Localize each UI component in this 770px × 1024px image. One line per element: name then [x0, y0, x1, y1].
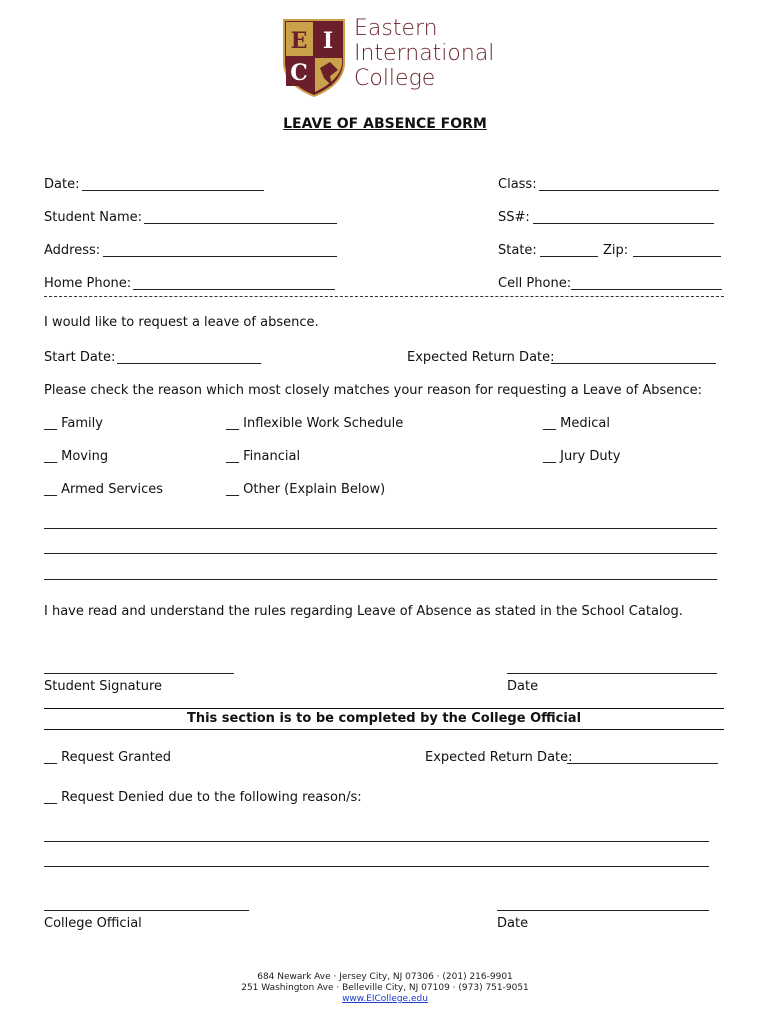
- date-label: Date:: [44, 177, 80, 192]
- request-granted-option[interactable]: __ Request Granted: [44, 750, 172, 765]
- reason-jury-duty[interactable]: __ Jury Duty: [543, 449, 621, 464]
- shield-crest-icon: [282, 18, 346, 98]
- start-date-label: Start Date:: [44, 350, 116, 365]
- reason-financial[interactable]: __ Financial: [226, 449, 301, 464]
- college-logo: [282, 16, 495, 98]
- footer: [0, 972, 770, 1005]
- denial-reason-line-2[interactable]: [44, 866, 709, 867]
- footer-address-2: 251 Washington Ave · Belleville City, NJ 07109 · (973) 751-9051: [241, 983, 529, 993]
- student-date-label: Date: [507, 679, 539, 694]
- state-field[interactable]: [540, 256, 598, 257]
- home-phone-field[interactable]: [133, 289, 335, 290]
- zip-field[interactable]: [633, 256, 721, 257]
- home-phone-label: Home Phone:: [44, 276, 132, 291]
- reason-medical[interactable]: __ Medical: [543, 416, 610, 431]
- ssn-field[interactable]: [533, 223, 714, 224]
- official-date-label: Date: [497, 916, 529, 931]
- logo-letter-c: C: [290, 60, 308, 86]
- college-name-line-3: College: [354, 66, 436, 91]
- start-date-field[interactable]: [117, 363, 261, 364]
- official-date-field[interactable]: [497, 910, 709, 911]
- request-intro: I would like to request a leave of absence.: [44, 315, 319, 330]
- explanation-line-1[interactable]: [44, 528, 717, 529]
- section-divider: [44, 296, 724, 297]
- reason-inflexible-work-schedule[interactable]: __ Inflexible Work Schedule: [226, 416, 404, 431]
- class-label: Class:: [498, 177, 537, 192]
- college-name-line-2: International: [354, 41, 495, 66]
- college-name: [354, 16, 494, 91]
- cell-phone-field[interactable]: [571, 289, 722, 290]
- reason-other[interactable]: __ Other (Explain Below): [226, 482, 386, 497]
- footer-address-1: 684 Newark Ave · Jersey City, NJ 07306 · (201) 216-9901: [257, 972, 513, 982]
- logo-letter-e: E: [290, 28, 308, 54]
- address-label: Address:: [44, 243, 101, 258]
- explanation-line-3[interactable]: [44, 579, 717, 580]
- date-field[interactable]: [82, 190, 264, 191]
- student-signature-label: Student Signature: [44, 679, 163, 694]
- official-expected-return-label: Expected Return Date:: [425, 750, 573, 765]
- college-official-signature-field[interactable]: [44, 910, 249, 911]
- ssn-label: SS#:: [498, 210, 530, 225]
- website-link[interactable]: www.EICollege.edu: [342, 994, 428, 1004]
- reason-moving[interactable]: __ Moving: [44, 449, 109, 464]
- reason-armed-services[interactable]: __ Armed Services: [44, 482, 164, 497]
- student-signature-field[interactable]: [44, 673, 234, 674]
- reason-family[interactable]: __ Family: [44, 416, 103, 431]
- address-field[interactable]: [103, 256, 337, 257]
- official-section-header: This section is to be completed by the College Official: [44, 708, 724, 730]
- form-title: LEAVE OF ABSENCE FORM: [283, 116, 487, 132]
- request-denied-option[interactable]: __ Request Denied due to the following reason/s:: [44, 790, 362, 805]
- logo-letter-i: I: [322, 28, 334, 54]
- denial-reason-line-1[interactable]: [44, 841, 709, 842]
- student-name-field[interactable]: [144, 223, 337, 224]
- state-label: State:: [498, 243, 537, 258]
- expected-return-field[interactable]: [551, 363, 716, 364]
- reason-prompt: Please check the reason which most closely matches your reason for requesting a Leave of Absence:: [44, 383, 703, 398]
- zip-label: Zip:: [603, 243, 629, 258]
- student-date-field[interactable]: [507, 673, 717, 674]
- college-official-label: College Official: [44, 916, 142, 931]
- student-name-label: Student Name:: [44, 210, 143, 225]
- cell-phone-label: Cell Phone:: [498, 276, 572, 291]
- acknowledgement-text: I have read and understand the rules regarding Leave of Absence as stated in the School Catalog.: [44, 604, 683, 619]
- class-field[interactable]: [539, 190, 719, 191]
- expected-return-label: Expected Return Date:: [407, 350, 555, 365]
- official-expected-return-field[interactable]: [567, 763, 718, 764]
- college-name-line-1: Eastern: [354, 16, 438, 41]
- explanation-line-2[interactable]: [44, 553, 717, 554]
